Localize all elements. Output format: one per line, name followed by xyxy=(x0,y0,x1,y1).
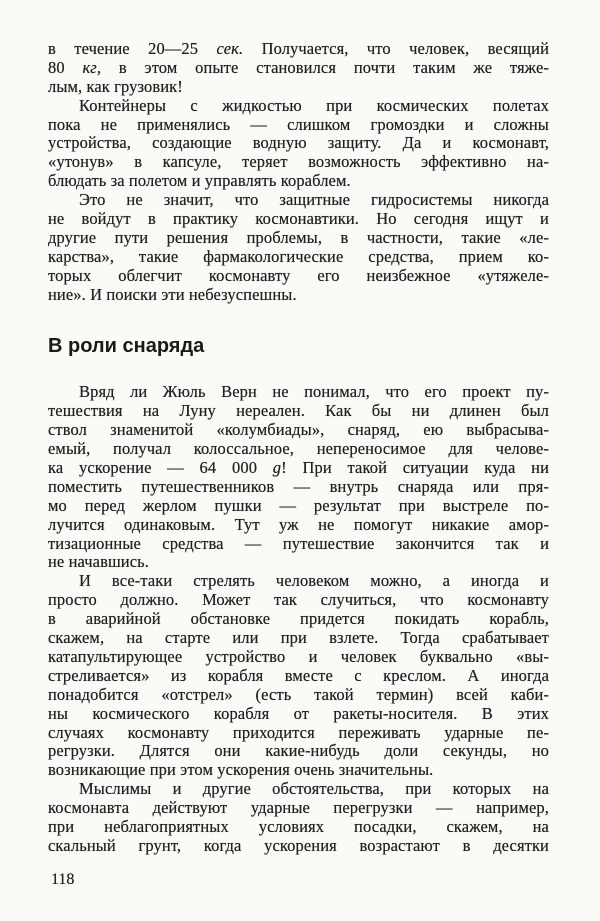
text-line: тешествия на Луну нереален. Как бы ни длинен был xyxy=(48,402,549,421)
paragraph xyxy=(48,383,549,572)
text-column xyxy=(48,40,549,856)
text-line: другие пути решения проблемы, в частности, такие «ле- xyxy=(48,228,549,247)
text-line: ствол знаменитой «колумбиады», снаряд, ею выбрасыва- xyxy=(48,421,549,440)
text-line: ние». И поиски эти небезуспешны. xyxy=(48,285,297,304)
text-line: блюдать за полетом и управлять кораблем. xyxy=(48,172,351,191)
text-line: ны космического корабля от ракеты-носителя. В этих xyxy=(48,704,549,723)
text-line: скальный грунт, когда ускорения возрастают в десятки xyxy=(48,836,549,855)
paragraph xyxy=(48,40,549,97)
text-line: 80 кг, в этом опыте становился почти таким же тяже- xyxy=(48,58,549,77)
text-line: ка ускорение — 64 000 g! При такой ситуации куда ни xyxy=(48,459,549,478)
text-line: пока не применялись — слишком громоздки и сложны xyxy=(48,115,549,134)
text-line: устройства, создающие водную защиту. Да и космонавт, xyxy=(48,134,549,153)
text-line: И все-таки стрелять человеком можно, а иногда и xyxy=(79,572,549,591)
text-line: стреливается» из корабля вместе с креслом. А иногда xyxy=(48,666,549,685)
text-line: случаях космонавту приходится переживать ударные пе- xyxy=(48,723,549,742)
text-line: Вряд ли Жюль Верн не понимал, что его проект пу- xyxy=(79,383,549,402)
text-line: «утонув» в капсуле, теряет возможность эффективно на- xyxy=(48,153,549,172)
text-line: просто должно. Может так случиться, что космонавту xyxy=(48,591,549,610)
section-heading: В роли снаряда xyxy=(48,335,205,358)
text-line: в аварийной обстановке придется покидать корабль, xyxy=(48,610,549,629)
text-line: мо перед жерлом пушки — результат при выстреле по- xyxy=(48,496,549,515)
text-line: емый, получал колоссальное, непереносимое для челове- xyxy=(48,440,549,459)
paragraph xyxy=(48,572,549,780)
text-line: в течение 20—25 сек. Получается, что человек, весящий xyxy=(48,40,549,58)
text-line: не начавшись. xyxy=(48,553,149,572)
text-line: поместить путешественников — внутрь снаряда или пря- xyxy=(48,477,549,496)
text-line: Мыслимы и другие обстоятельства, при которых на xyxy=(79,780,549,799)
paragraph xyxy=(48,191,549,304)
text-line: лым, как грузовик! xyxy=(48,77,183,96)
text-line: понадобится «отстрел» (есть такой термин) всей каби- xyxy=(48,685,549,704)
text-line: Контейнеры с жидкостью при космических полетах xyxy=(79,96,549,115)
text-line: Это не значит, что защитные гидросистемы никогда xyxy=(79,191,549,210)
text-line: при неблагоприятных условиях посадки, скажем, на xyxy=(48,817,549,836)
text-line: катапультирующее устройство и человек буквально «вы- xyxy=(48,647,549,666)
paragraph xyxy=(48,780,549,856)
text-line: тизационные средства — путешествие закончится так и xyxy=(48,534,549,553)
text-line: возникающие при этом ускорения очень значительны. xyxy=(48,761,434,780)
text-line: карства», такие фармакологические средства, прием ко- xyxy=(48,247,549,266)
text-line: космонавта действуют ударные перегрузки — например, xyxy=(48,799,549,818)
page-number: 118 xyxy=(51,871,75,888)
text-line: регрузки. Длятся они какие-нибудь доли секунды, но xyxy=(48,742,549,761)
paragraph xyxy=(48,97,549,191)
text-line: скажем, на старте или при взлете. Тогда срабатывает xyxy=(48,629,549,648)
text-line: торых облегчит космонавту его неизбежное «утяжеле- xyxy=(48,266,549,285)
text-line: не войдут в практику космонавтики. Но сегодня ищут и xyxy=(48,210,549,229)
text-line: лучится одинаковым. Тут уж не помогут никакие амор- xyxy=(48,515,549,534)
